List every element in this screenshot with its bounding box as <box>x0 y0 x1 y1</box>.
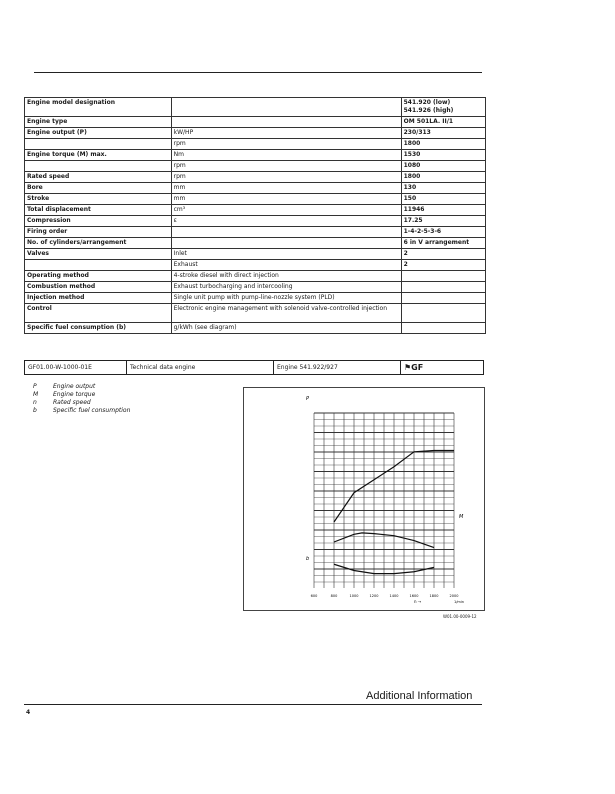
cell-label <box>25 139 172 150</box>
table-row <box>25 150 486 161</box>
table-row <box>25 128 486 139</box>
table-row <box>25 194 486 205</box>
top-rule <box>34 72 482 73</box>
section-title: Additional Information <box>366 690 473 702</box>
cell-unit <box>171 117 401 128</box>
cell-label: Firing order <box>25 227 172 238</box>
cell-value <box>401 323 485 334</box>
cell-value <box>401 293 485 304</box>
cell-label: Stroke <box>25 194 172 205</box>
cell-unit: cm³ <box>171 205 401 216</box>
cell-unit: Nm <box>171 150 401 161</box>
cell-value <box>401 282 485 293</box>
table-row <box>25 282 486 293</box>
cell-value: 1800 <box>401 172 485 183</box>
svg-text:1/min: 1/min <box>454 600 465 604</box>
svg-text:800: 800 <box>330 594 338 598</box>
table-row <box>25 249 486 260</box>
legend-symbol: M <box>33 391 39 398</box>
cell-value: 1800 <box>401 139 485 150</box>
cell-unit: mm <box>171 194 401 205</box>
table-row <box>25 238 486 249</box>
legend-symbol: b <box>33 407 37 414</box>
cell-value: 541.920 (low) 541.926 (high) <box>401 98 485 117</box>
cell-label: Total displacement <box>25 205 172 216</box>
legend-item <box>33 383 130 391</box>
cell-label: Injection method <box>25 293 172 304</box>
doc-title: Technical data engine <box>127 361 274 374</box>
legend-item <box>33 391 130 399</box>
cell-unit: mm <box>171 183 401 194</box>
table-row <box>25 216 486 227</box>
cell-unit: rpm <box>171 161 401 172</box>
cell-label: Operating method <box>25 271 172 282</box>
cell-value: 6 in V arrangement <box>401 238 485 249</box>
spec-table <box>24 97 486 334</box>
cell-label: Combustion method <box>25 282 172 293</box>
svg-text:1200: 1200 <box>369 594 379 598</box>
table-row <box>25 98 486 117</box>
flag-icon: ⚑ <box>404 363 412 372</box>
cell-value <box>401 304 485 323</box>
cell-value <box>401 271 485 282</box>
cell-label: Engine torque (M) max. <box>25 150 172 161</box>
legend-symbol: P <box>33 383 37 390</box>
table-row <box>25 183 486 194</box>
svg-text:1400: 1400 <box>389 594 399 598</box>
chart-svg <box>244 388 484 610</box>
cell-label: Rated speed <box>25 172 172 183</box>
table-row <box>25 293 486 304</box>
cell-value: 1530 <box>401 150 485 161</box>
cell-unit <box>171 227 401 238</box>
cell-label <box>25 161 172 172</box>
cell-unit: Exhaust <box>171 260 401 271</box>
doc-id: GF01.00-W-1000-01E <box>25 361 127 374</box>
cell-unit: ε <box>171 216 401 227</box>
cell-value: 1-4-2-5-3-6 <box>401 227 485 238</box>
svg-text:1000: 1000 <box>349 594 359 598</box>
cell-label: Compression <box>25 216 172 227</box>
table-row <box>25 161 486 172</box>
cell-unit: Inlet <box>171 249 401 260</box>
cell-label: Engine output (P) <box>25 128 172 139</box>
cell-unit: Electronic engine management with solenoid valve-controlled injection <box>171 304 401 323</box>
table-row <box>25 227 486 238</box>
table-row <box>25 323 486 334</box>
cell-label: Control <box>25 304 172 323</box>
svg-text:n →: n → <box>414 599 422 604</box>
document-footer-box <box>24 360 484 375</box>
page-number: 4 <box>26 709 31 716</box>
svg-text:2000: 2000 <box>449 594 459 598</box>
legend-item <box>33 407 130 415</box>
cell-value: 2 <box>401 260 485 271</box>
svg-text:P: P <box>306 396 310 402</box>
cell-value: 150 <box>401 194 485 205</box>
table-row <box>25 304 486 323</box>
table-row <box>25 271 486 282</box>
cell-value: 1080 <box>401 161 485 172</box>
legend <box>33 383 130 415</box>
table-row <box>25 139 486 150</box>
cell-label: No. of cylinders/arrangement <box>25 238 172 249</box>
legend-item <box>33 399 130 407</box>
cell-label <box>25 260 172 271</box>
legend-text: Specific fuel consumption <box>53 407 131 414</box>
cell-value: 230/313 <box>401 128 485 139</box>
cell-label: Engine model designation <box>25 98 172 117</box>
cell-unit: Exhaust turbocharging and intercooling <box>171 282 401 293</box>
table-row <box>25 260 486 271</box>
svg-text:1800: 1800 <box>429 594 439 598</box>
legend-text: Rated speed <box>53 399 91 406</box>
table-row <box>25 117 486 128</box>
legend-symbol: n <box>33 399 37 406</box>
legend-text: Engine output <box>53 383 96 390</box>
bottom-rule <box>24 704 482 705</box>
table-row <box>25 172 486 183</box>
cell-label: Engine type <box>25 117 172 128</box>
svg-text:M: M <box>459 514 464 520</box>
svg-text:600: 600 <box>310 594 318 598</box>
cell-unit: kW/HP <box>171 128 401 139</box>
cell-value: 130 <box>401 183 485 194</box>
engine-label: Engine 541.922/927 <box>274 361 401 374</box>
legend-text: Engine torque <box>53 391 96 398</box>
cell-unit: g/kWh (see diagram) <box>171 323 401 334</box>
cell-label: Specific fuel consumption (b) <box>25 323 172 334</box>
cell-unit: 4-stroke diesel with direct injection <box>171 271 401 282</box>
gf-logo: ⚑GF <box>404 363 424 372</box>
svg-text:b: b <box>306 556 310 562</box>
cell-label: Valves <box>25 249 172 260</box>
cell-unit <box>171 238 401 249</box>
cell-value: 17.25 <box>401 216 485 227</box>
figure-ref: W01.00-0009-12 <box>443 614 477 619</box>
cell-unit: rpm <box>171 172 401 183</box>
svg-text:1600: 1600 <box>409 594 419 598</box>
cell-value: OM 501LA. II/1 <box>401 117 485 128</box>
cell-unit <box>171 98 401 117</box>
performance-chart <box>243 387 485 611</box>
table-row <box>25 205 486 216</box>
cell-value: 2 <box>401 249 485 260</box>
cell-value: 11946 <box>401 205 485 216</box>
cell-label: Bore <box>25 183 172 194</box>
cell-unit: Single unit pump with pump-line-nozzle system (PLD) <box>171 293 401 304</box>
cell-unit: rpm <box>171 139 401 150</box>
